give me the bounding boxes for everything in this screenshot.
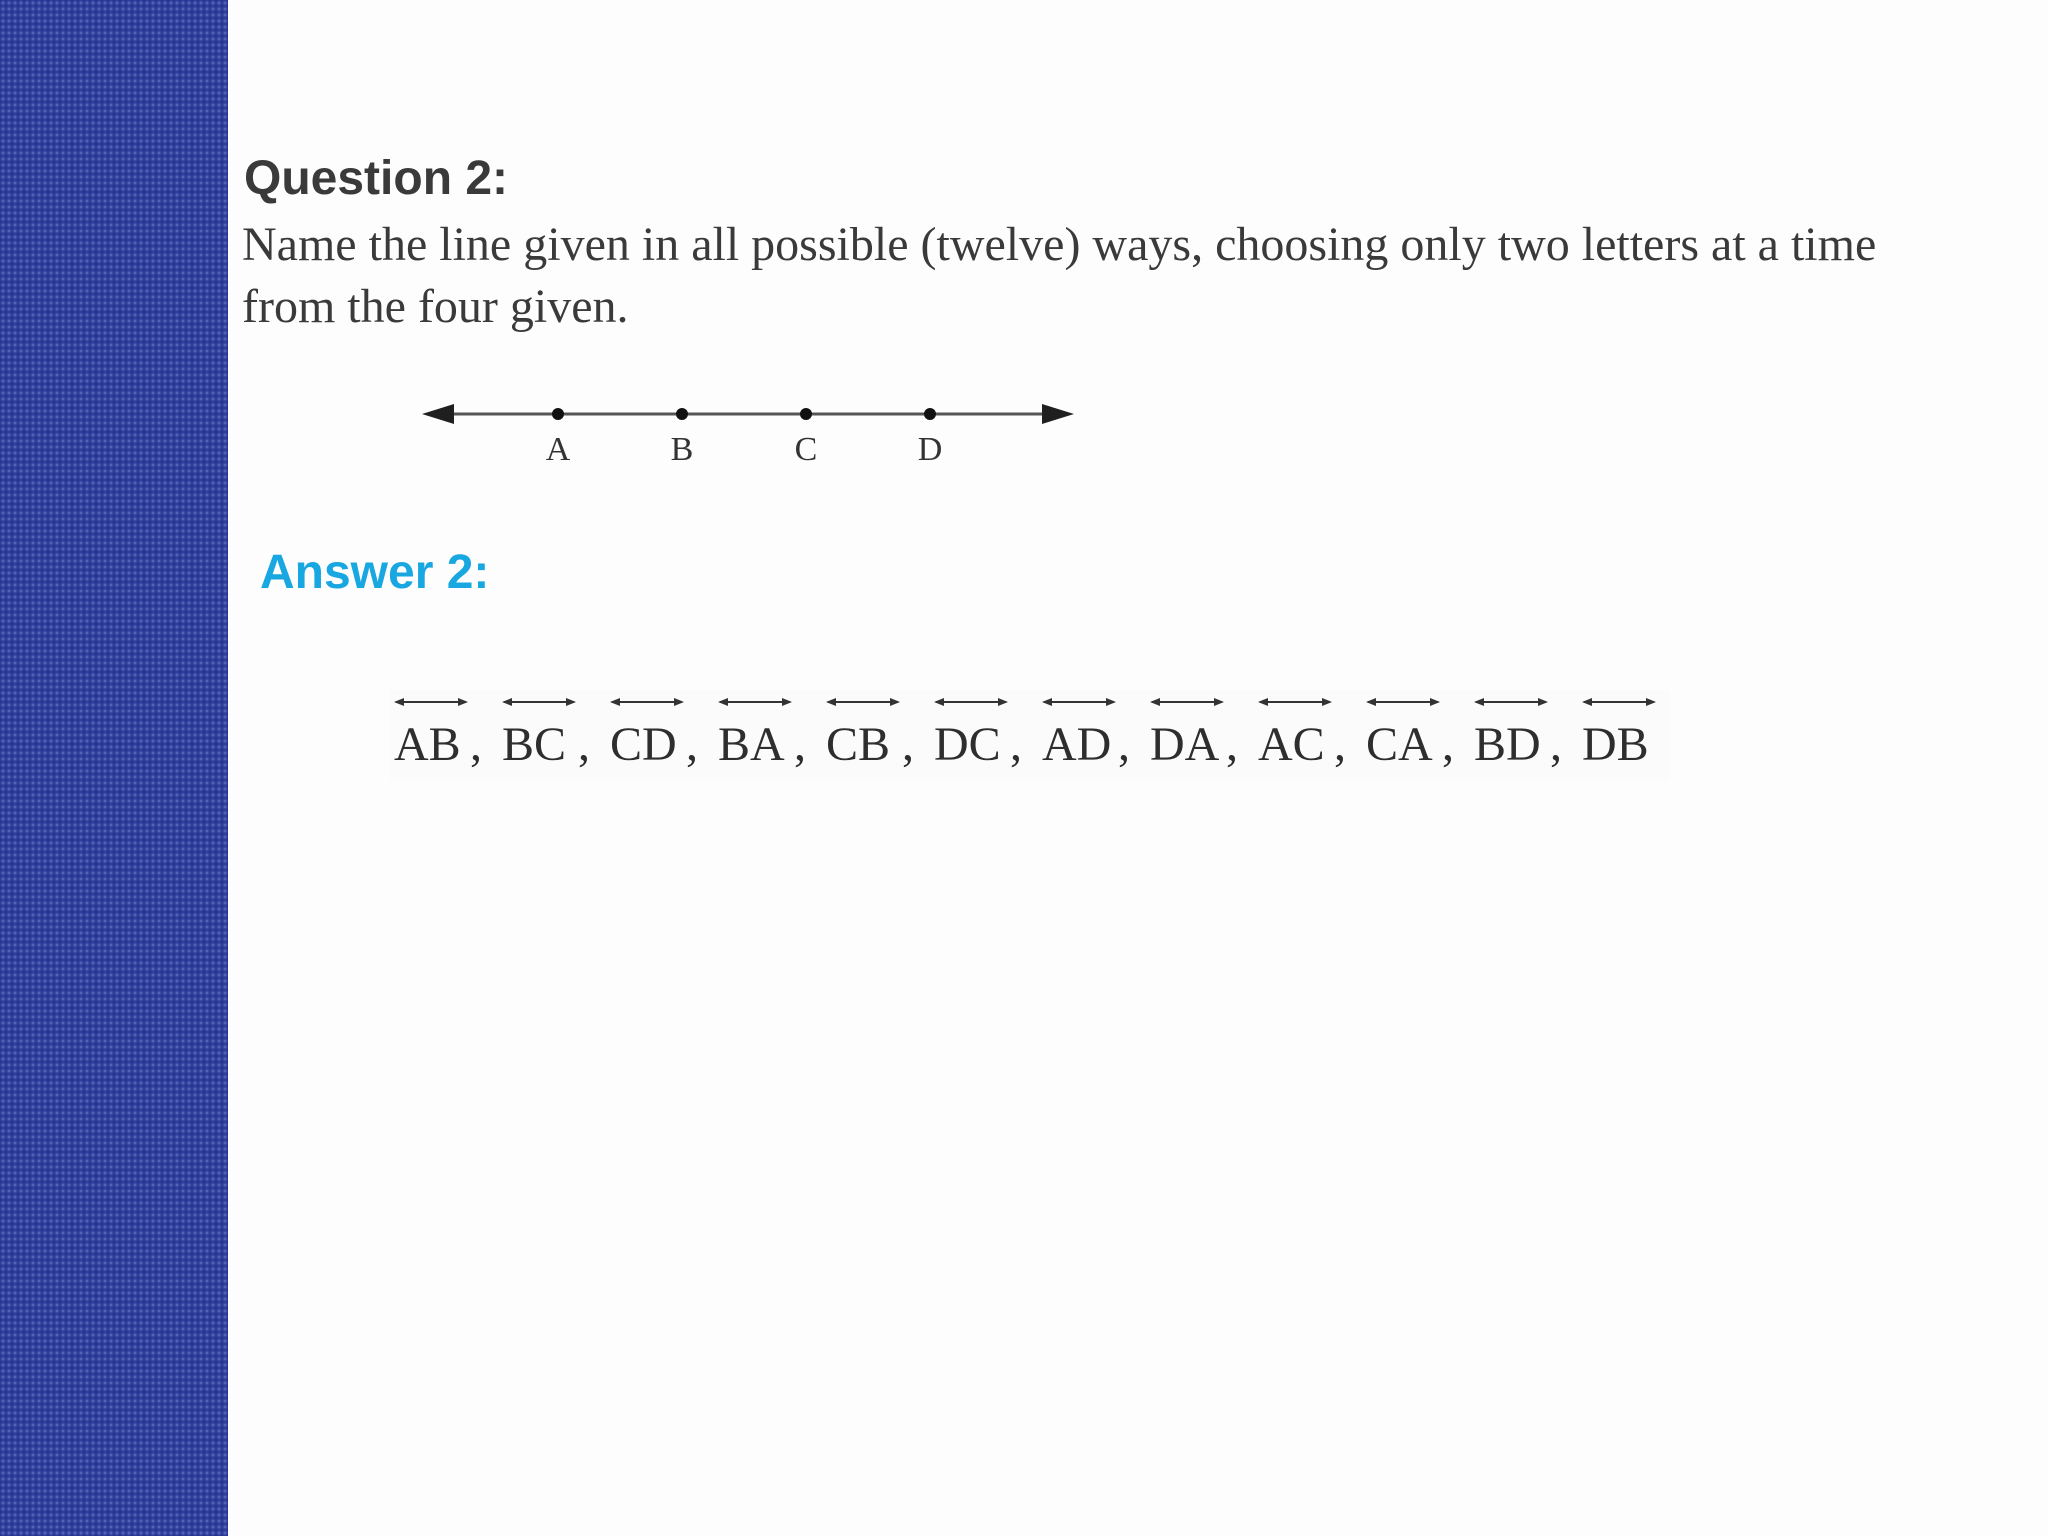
- overline-right-arrowhead: [782, 698, 792, 706]
- answer-separator: ,: [794, 718, 806, 771]
- line-figure: [418, 384, 1078, 494]
- overline-right-arrowhead: [890, 698, 900, 706]
- line-points: [546, 408, 943, 468]
- answer-item-label: BA: [718, 718, 785, 771]
- answer-item-bd: [1474, 698, 1562, 771]
- answer-separator: ,: [1334, 718, 1346, 771]
- overline-left-arrowhead: [1582, 698, 1592, 706]
- point-a-dot: [552, 408, 564, 420]
- overline-right-arrowhead: [458, 698, 468, 706]
- overline-left-arrowhead: [1474, 698, 1484, 706]
- question-text: Name the line given in all possible (twelve) ways, choosing only two letters at a time from the four given.: [242, 218, 1877, 333]
- answer-item-label: AC: [1258, 718, 1325, 771]
- answer-separator: ,: [686, 718, 698, 771]
- answer-item-ac: [1258, 698, 1346, 771]
- overline-left-arrowhead: [610, 698, 620, 706]
- answer-separator: ,: [1550, 718, 1562, 771]
- overline-left-arrowhead: [1150, 698, 1160, 706]
- overline-right-arrowhead: [1322, 698, 1332, 706]
- answer-item-label: CB: [826, 718, 891, 771]
- right-arrowhead: [1042, 404, 1074, 424]
- overline-right-arrowhead: [1106, 698, 1116, 706]
- point-b-dot: [676, 408, 688, 420]
- answer-title: Answer 2:: [260, 546, 490, 599]
- answer-separator: ,: [1442, 718, 1454, 771]
- overline-left-arrowhead: [1366, 698, 1376, 706]
- overline-left-arrowhead: [502, 698, 512, 706]
- overline-right-arrowhead: [1214, 698, 1224, 706]
- point-c-label: C: [794, 431, 818, 468]
- overline-left-arrowhead: [718, 698, 728, 706]
- overline-right-arrowhead: [1646, 698, 1656, 706]
- answer-item-label: AB: [394, 718, 461, 771]
- answer-item-label: DC: [934, 718, 1001, 771]
- overline-left-arrowhead: [1258, 698, 1268, 706]
- answer-item-label: BC: [502, 718, 567, 771]
- answer-item-label: AD: [1042, 718, 1112, 771]
- answer-separator: ,: [902, 718, 914, 771]
- overline-left-arrowhead: [1042, 698, 1052, 706]
- answer-item-db: [1582, 698, 1656, 771]
- point-c-dot: [800, 408, 812, 420]
- overline-right-arrowhead: [1538, 698, 1548, 706]
- question-title: Question 2:: [244, 152, 509, 205]
- answer-item-label: CA: [1366, 718, 1433, 771]
- overline-right-arrowhead: [566, 698, 576, 706]
- answer-item-cd: [610, 698, 698, 771]
- answer-item-ab: [394, 698, 482, 771]
- answer-separator: ,: [1118, 718, 1130, 771]
- answer-item-ad: [1042, 698, 1130, 771]
- answer-item-label: CD: [610, 718, 677, 771]
- overline-right-arrowhead: [1430, 698, 1440, 706]
- answer-item-ba: [718, 698, 806, 771]
- answer-line-names: [390, 690, 1670, 780]
- overline-right-arrowhead: [998, 698, 1008, 706]
- answer-item-dc: [934, 698, 1022, 771]
- answer-item-label: DA: [1150, 718, 1220, 771]
- point-d-dot: [924, 408, 936, 420]
- overline-right-arrowhead: [674, 698, 684, 706]
- point-d-label: D: [917, 431, 943, 468]
- overline-left-arrowhead: [394, 698, 404, 706]
- sidebar-pattern-bar: [0, 0, 228, 1536]
- left-arrowhead: [422, 404, 454, 424]
- answer-item-label: DB: [1582, 718, 1649, 771]
- overline-left-arrowhead: [826, 698, 836, 706]
- answer-item-bc: [502, 698, 590, 771]
- answer-separator: ,: [1010, 718, 1022, 771]
- answer-item-label: BD: [1474, 718, 1541, 771]
- answer-separator: ,: [1226, 718, 1238, 771]
- answer-separator: ,: [470, 718, 482, 771]
- overline-left-arrowhead: [934, 698, 944, 706]
- answer-item-ca: [1366, 698, 1454, 771]
- answer-item-cb: [826, 698, 914, 771]
- point-b-label: B: [670, 431, 694, 468]
- point-a-label: A: [545, 431, 571, 468]
- answer-item-da: [1150, 698, 1238, 771]
- answer-separator: ,: [578, 718, 590, 771]
